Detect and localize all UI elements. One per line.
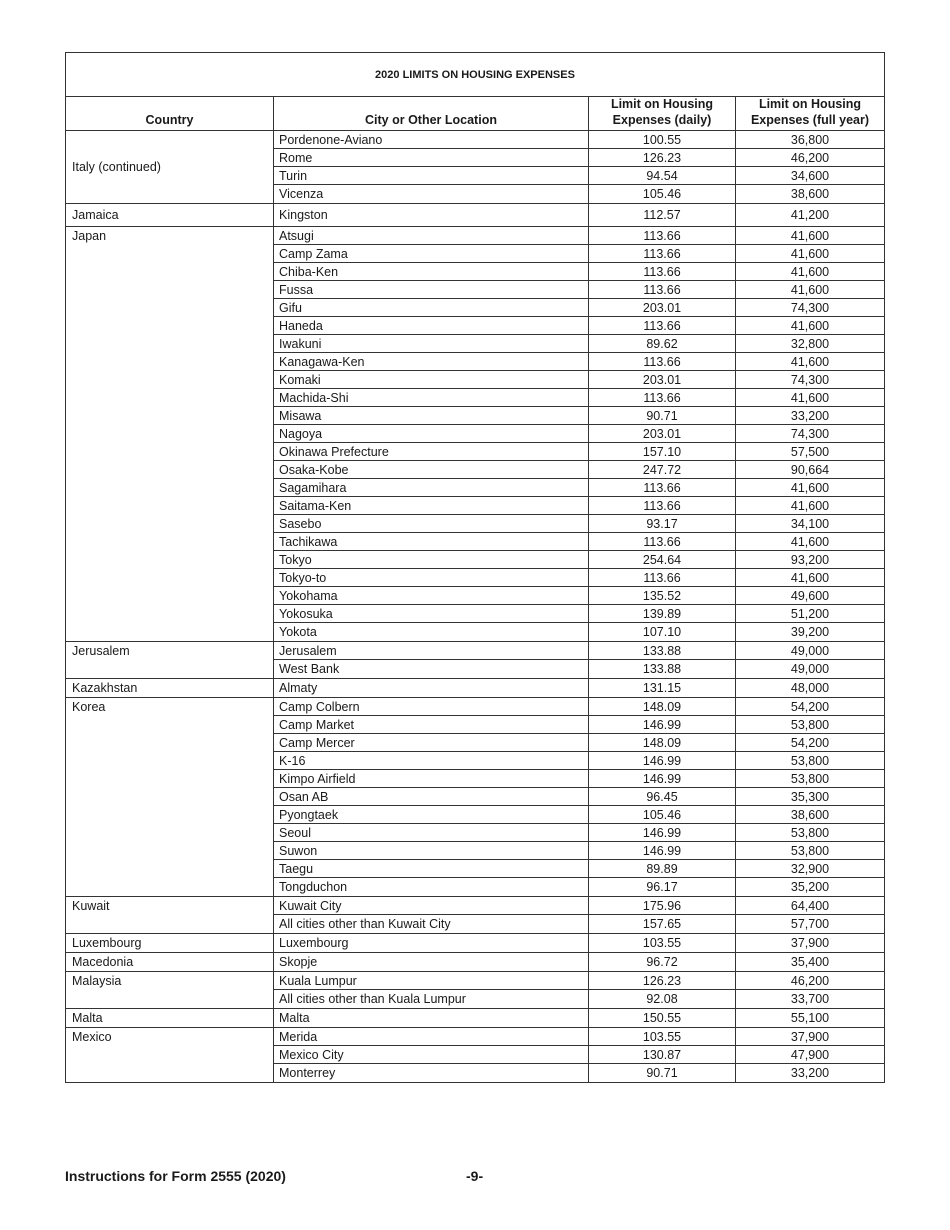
header-daily-limit — [588, 97, 735, 130]
table-row — [273, 227, 884, 245]
city-cell: Kuwait City — [273, 897, 588, 914]
city-rows — [273, 698, 884, 896]
daily-limit-cell: 126.23 — [588, 149, 735, 166]
housing-limits-table — [65, 52, 885, 1083]
city-cell: Camp Zama — [273, 245, 588, 262]
daily-limit-cell: 203.01 — [588, 425, 735, 442]
year-limit-cell: 53,800 — [735, 770, 884, 787]
city-cell: West Bank — [273, 660, 588, 678]
table-row — [273, 605, 884, 623]
daily-limit-cell: 90.71 — [588, 407, 735, 424]
city-cell: Suwon — [273, 842, 588, 859]
header-year-line1: Limit on Housing — [758, 97, 862, 111]
year-limit-cell: 74,300 — [735, 425, 884, 442]
daily-limit-cell: 103.55 — [588, 1028, 735, 1045]
daily-limit-cell: 113.66 — [588, 317, 735, 334]
country-cell: Jerusalem — [72, 644, 130, 658]
city-rows — [273, 642, 884, 678]
city-rows — [273, 972, 884, 1008]
year-limit-cell: 53,800 — [735, 752, 884, 769]
city-cell: Nagoya — [273, 425, 588, 442]
table-row — [273, 642, 884, 660]
city-rows — [273, 131, 884, 203]
city-cell: Saitama-Ken — [273, 497, 588, 514]
city-cell: Luxembourg — [273, 934, 588, 952]
table-row — [273, 953, 884, 971]
daily-limit-cell: 113.66 — [588, 389, 735, 406]
year-limit-cell: 32,800 — [735, 335, 884, 352]
city-cell: Rome — [273, 149, 588, 166]
daily-limit-cell: 133.88 — [588, 660, 735, 678]
city-rows — [273, 227, 884, 641]
year-limit-cell: 41,600 — [735, 227, 884, 244]
year-limit-cell: 57,700 — [735, 915, 884, 933]
daily-limit-cell: 131.15 — [588, 679, 735, 697]
city-cell: All cities other than Kuwait City — [273, 915, 588, 933]
year-limit-cell: 34,600 — [735, 167, 884, 184]
table-row — [273, 263, 884, 281]
footer-page-number: -9- — [466, 1168, 484, 1184]
city-rows — [273, 934, 884, 952]
year-limit-cell: 46,200 — [735, 972, 884, 989]
table-row — [273, 299, 884, 317]
city-cell: Fussa — [273, 281, 588, 298]
city-cell: Osaka-Kobe — [273, 461, 588, 478]
city-cell: Atsugi — [273, 227, 588, 244]
daily-limit-cell: 146.99 — [588, 752, 735, 769]
city-cell: Skopje — [273, 953, 588, 971]
country-group — [66, 642, 884, 679]
daily-limit-cell: 89.89 — [588, 860, 735, 877]
daily-limit-cell: 146.99 — [588, 824, 735, 841]
header-city: City or Other Location — [273, 97, 588, 130]
year-limit-cell: 35,200 — [735, 878, 884, 896]
city-cell: Iwakuni — [273, 335, 588, 352]
city-cell: Jerusalem — [273, 642, 588, 659]
daily-limit-cell: 157.65 — [588, 915, 735, 933]
year-limit-cell: 48,000 — [735, 679, 884, 697]
table-header-row — [66, 97, 884, 131]
table-row — [273, 371, 884, 389]
table-row — [273, 551, 884, 569]
city-rows — [273, 953, 884, 971]
city-cell: Chiba-Ken — [273, 263, 588, 280]
daily-limit-cell: 113.66 — [588, 497, 735, 514]
table-row — [273, 389, 884, 407]
country-cell: Malta — [72, 1011, 103, 1025]
daily-limit-cell: 90.71 — [588, 1064, 735, 1082]
daily-limit-cell: 96.17 — [588, 878, 735, 896]
table-row — [273, 569, 884, 587]
daily-limit-cell: 175.96 — [588, 897, 735, 914]
daily-limit-cell: 254.64 — [588, 551, 735, 568]
daily-limit-cell: 148.09 — [588, 698, 735, 715]
daily-limit-cell: 150.55 — [588, 1009, 735, 1027]
city-cell: Camp Mercer — [273, 734, 588, 751]
city-cell: Camp Market — [273, 716, 588, 733]
year-limit-cell: 49,600 — [735, 587, 884, 604]
country-cell: Kazakhstan — [72, 681, 138, 695]
year-limit-cell: 90,664 — [735, 461, 884, 478]
year-limit-cell: 47,900 — [735, 1046, 884, 1063]
year-limit-cell: 41,600 — [735, 317, 884, 334]
year-limit-cell: 34,100 — [735, 515, 884, 532]
table-row — [273, 679, 884, 697]
year-limit-cell: 33,200 — [735, 1064, 884, 1082]
table-row — [273, 167, 884, 185]
year-limit-cell: 53,800 — [735, 824, 884, 841]
table-row — [273, 281, 884, 299]
country-cell: Italy (continued) — [72, 160, 161, 174]
city-cell: Kimpo Airfield — [273, 770, 588, 787]
year-limit-cell: 41,600 — [735, 569, 884, 586]
year-limit-cell: 41,600 — [735, 497, 884, 514]
table-row — [273, 587, 884, 605]
table-row — [273, 716, 884, 734]
daily-limit-cell: 133.88 — [588, 642, 735, 659]
daily-limit-cell: 113.66 — [588, 281, 735, 298]
daily-limit-cell: 203.01 — [588, 371, 735, 388]
table-row — [273, 972, 884, 990]
daily-limit-cell: 135.52 — [588, 587, 735, 604]
table-row — [273, 806, 884, 824]
city-cell: Pordenone-Aviano — [273, 131, 588, 148]
table-row — [273, 185, 884, 203]
country-group — [66, 204, 884, 227]
header-year-line2: Expenses (full year) — [750, 113, 870, 127]
country-cell: Kuwait — [72, 899, 110, 913]
header-daily-line1: Limit on Housing — [610, 97, 714, 111]
table-row — [273, 824, 884, 842]
table-row — [273, 497, 884, 515]
year-limit-cell: 53,800 — [735, 842, 884, 859]
daily-limit-cell: 113.66 — [588, 227, 735, 244]
table-row — [273, 623, 884, 641]
city-rows — [273, 679, 884, 697]
table-row — [273, 443, 884, 461]
table-row — [273, 660, 884, 678]
table-row — [273, 317, 884, 335]
city-cell: Taegu — [273, 860, 588, 877]
daily-limit-cell: 113.66 — [588, 569, 735, 586]
city-cell: Kuala Lumpur — [273, 972, 588, 989]
daily-limit-cell: 107.10 — [588, 623, 735, 641]
city-cell: Misawa — [273, 407, 588, 424]
daily-limit-cell: 112.57 — [588, 204, 735, 226]
year-limit-cell: 74,300 — [735, 299, 884, 316]
table-body — [66, 131, 884, 1082]
table-row — [273, 934, 884, 952]
daily-limit-cell: 146.99 — [588, 770, 735, 787]
city-cell: Sasebo — [273, 515, 588, 532]
year-limit-cell: 35,400 — [735, 953, 884, 971]
country-group — [66, 897, 884, 934]
city-cell: Vicenza — [273, 185, 588, 203]
table-row — [273, 407, 884, 425]
year-limit-cell: 38,600 — [735, 185, 884, 203]
country-cell: Korea — [72, 700, 106, 714]
year-limit-cell: 93,200 — [735, 551, 884, 568]
year-limit-cell: 64,400 — [735, 897, 884, 914]
year-limit-cell: 36,800 — [735, 131, 884, 148]
daily-limit-cell: 203.01 — [588, 299, 735, 316]
country-cell: Japan — [72, 229, 107, 243]
city-rows — [273, 204, 884, 226]
daily-limit-cell: 103.55 — [588, 934, 735, 952]
table-row — [273, 878, 884, 896]
city-cell: Almaty — [273, 679, 588, 697]
city-rows — [273, 1028, 884, 1082]
year-limit-cell: 74,300 — [735, 371, 884, 388]
header-daily-line2: Expenses (daily) — [612, 113, 712, 127]
year-limit-cell: 37,900 — [735, 1028, 884, 1045]
year-limit-cell: 54,200 — [735, 734, 884, 751]
table-row — [273, 915, 884, 933]
city-cell: Okinawa Prefecture — [273, 443, 588, 460]
country-group — [66, 227, 884, 642]
table-row — [273, 515, 884, 533]
table-row — [273, 842, 884, 860]
daily-limit-cell: 130.87 — [588, 1046, 735, 1063]
country-cell: Malaysia — [72, 974, 122, 988]
year-limit-cell: 53,800 — [735, 716, 884, 733]
table-row — [273, 533, 884, 551]
city-cell: Kingston — [273, 204, 588, 226]
year-limit-cell: 55,100 — [735, 1009, 884, 1027]
country-group — [66, 1028, 884, 1082]
daily-limit-cell: 113.66 — [588, 245, 735, 262]
city-cell: Monterrey — [273, 1064, 588, 1082]
daily-limit-cell: 146.99 — [588, 716, 735, 733]
daily-limit-cell: 113.66 — [588, 533, 735, 550]
table-row — [273, 204, 884, 226]
year-limit-cell: 41,600 — [735, 389, 884, 406]
table-row — [273, 425, 884, 443]
city-cell: Machida-Shi — [273, 389, 588, 406]
country-cell: Macedonia — [72, 955, 134, 969]
daily-limit-cell: 89.62 — [588, 335, 735, 352]
year-limit-cell: 41,600 — [735, 353, 884, 370]
daily-limit-cell: 247.72 — [588, 461, 735, 478]
table-row — [273, 752, 884, 770]
year-limit-cell: 32,900 — [735, 860, 884, 877]
city-cell: Pyongtaek — [273, 806, 588, 823]
daily-limit-cell: 146.99 — [588, 842, 735, 859]
country-group — [66, 934, 884, 953]
year-limit-cell: 38,600 — [735, 806, 884, 823]
year-limit-cell: 51,200 — [735, 605, 884, 622]
daily-limit-cell: 105.46 — [588, 806, 735, 823]
city-cell: K-16 — [273, 752, 588, 769]
country-group — [66, 131, 884, 204]
city-cell: Camp Colbern — [273, 698, 588, 715]
table-row — [273, 897, 884, 915]
header-year-limit — [735, 97, 884, 130]
daily-limit-cell: 92.08 — [588, 990, 735, 1008]
daily-limit-cell: 113.66 — [588, 263, 735, 280]
table-row — [273, 770, 884, 788]
year-limit-cell: 54,200 — [735, 698, 884, 715]
city-cell: Haneda — [273, 317, 588, 334]
header-country: Country — [145, 113, 194, 127]
table-row — [273, 479, 884, 497]
year-limit-cell: 46,200 — [735, 149, 884, 166]
table-row — [273, 788, 884, 806]
city-cell: Komaki — [273, 371, 588, 388]
country-cell: Luxembourg — [72, 936, 142, 950]
year-limit-cell: 33,700 — [735, 990, 884, 1008]
daily-limit-cell: 126.23 — [588, 972, 735, 989]
daily-limit-cell: 157.10 — [588, 443, 735, 460]
city-cell: All cities other than Kuala Lumpur — [273, 990, 588, 1008]
table-row — [273, 131, 884, 149]
year-limit-cell: 41,600 — [735, 245, 884, 262]
table-title: 2020 LIMITS ON HOUSING EXPENSES — [66, 53, 884, 97]
table-row — [273, 1046, 884, 1064]
daily-limit-cell: 100.55 — [588, 131, 735, 148]
table-row — [273, 860, 884, 878]
table-row — [273, 734, 884, 752]
country-group — [66, 679, 884, 698]
country-group — [66, 953, 884, 972]
year-limit-cell: 41,600 — [735, 263, 884, 280]
city-cell: Yokohama — [273, 587, 588, 604]
country-group — [66, 972, 884, 1009]
year-limit-cell: 41,600 — [735, 479, 884, 496]
daily-limit-cell: 96.72 — [588, 953, 735, 971]
table-row — [273, 990, 884, 1008]
year-limit-cell: 41,600 — [735, 281, 884, 298]
country-cell: Jamaica — [72, 208, 119, 222]
daily-limit-cell: 148.09 — [588, 734, 735, 751]
year-limit-cell: 33,200 — [735, 407, 884, 424]
table-row — [273, 1064, 884, 1082]
city-cell: Turin — [273, 167, 588, 184]
city-cell: Tongduchon — [273, 878, 588, 896]
city-cell: Tachikawa — [273, 533, 588, 550]
daily-limit-cell: 113.66 — [588, 479, 735, 496]
year-limit-cell: 41,200 — [735, 204, 884, 226]
city-cell: Kanagawa-Ken — [273, 353, 588, 370]
table-row — [273, 698, 884, 716]
city-cell: Gifu — [273, 299, 588, 316]
city-cell: Mexico City — [273, 1046, 588, 1063]
daily-limit-cell: 93.17 — [588, 515, 735, 532]
table-row — [273, 1009, 884, 1027]
country-group — [66, 698, 884, 897]
city-cell: Malta — [273, 1009, 588, 1027]
daily-limit-cell: 105.46 — [588, 185, 735, 203]
table-row — [273, 461, 884, 479]
city-cell: Osan AB — [273, 788, 588, 805]
country-group — [66, 1009, 884, 1028]
daily-limit-cell: 113.66 — [588, 353, 735, 370]
year-limit-cell: 41,600 — [735, 533, 884, 550]
city-rows — [273, 1009, 884, 1027]
table-row — [273, 149, 884, 167]
daily-limit-cell: 139.89 — [588, 605, 735, 622]
city-cell: Tokyo-to — [273, 569, 588, 586]
table-row — [273, 1028, 884, 1046]
daily-limit-cell: 94.54 — [588, 167, 735, 184]
year-limit-cell: 57,500 — [735, 443, 884, 460]
table-row — [273, 353, 884, 371]
year-limit-cell: 35,300 — [735, 788, 884, 805]
year-limit-cell: 37,900 — [735, 934, 884, 952]
table-row — [273, 245, 884, 263]
daily-limit-cell: 96.45 — [588, 788, 735, 805]
country-cell: Mexico — [72, 1030, 112, 1044]
city-cell: Seoul — [273, 824, 588, 841]
table-row — [273, 335, 884, 353]
city-cell: Merida — [273, 1028, 588, 1045]
year-limit-cell: 49,000 — [735, 642, 884, 659]
city-rows — [273, 897, 884, 933]
year-limit-cell: 49,000 — [735, 660, 884, 678]
year-limit-cell: 39,200 — [735, 623, 884, 641]
city-cell: Yokota — [273, 623, 588, 641]
city-cell: Sagamihara — [273, 479, 588, 496]
city-cell: Yokosuka — [273, 605, 588, 622]
footer-form-title: Instructions for Form 2555 (2020) — [65, 1168, 286, 1184]
city-cell: Tokyo — [273, 551, 588, 568]
